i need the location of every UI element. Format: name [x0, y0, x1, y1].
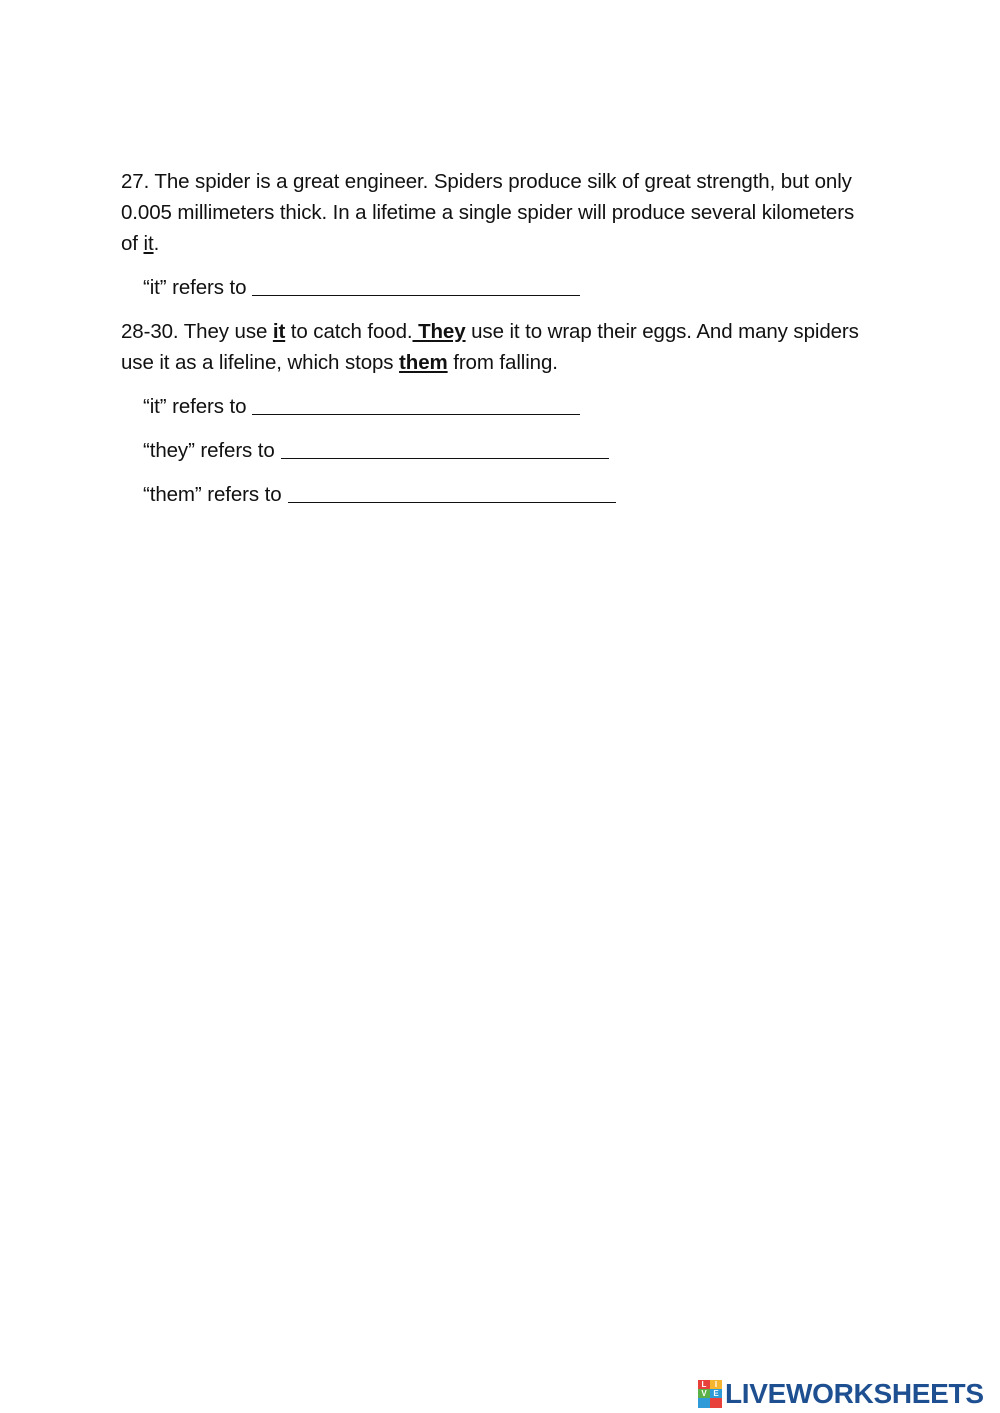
- worksheet-content: [121, 166, 861, 510]
- liveworksheets-logo-text: LIVEWORKSHEETS: [725, 1378, 984, 1409]
- answer-blank-29[interactable]: [281, 456, 609, 459]
- q29-bold-they: They: [412, 320, 466, 343]
- logo-tile-filler-2: [710, 1398, 722, 1408]
- q28-part2: to catch food.: [285, 320, 413, 343]
- q28-part3: use it to wrap their eggs. And many spiders use it as a lifeline, which stops: [121, 320, 859, 374]
- q28-bold-it: it: [272, 320, 286, 343]
- answer-line-27: [143, 272, 861, 303]
- answer-blank-30[interactable]: [288, 500, 616, 503]
- logo-tile-v: V: [698, 1389, 710, 1398]
- q30-bold-them: them: [399, 351, 448, 374]
- question-28-30-text: [121, 316, 861, 378]
- logo-tile-filler-1: [698, 1398, 710, 1408]
- question-27-text: [121, 166, 861, 259]
- answer-blank-28[interactable]: [252, 412, 580, 415]
- q27-text-before: 27. The spider is a great engineer. Spiders produce silk of great strength, but only 0.005 millimeters thick. In a lifetime a single spider will produce several kilometers of: [121, 170, 855, 255]
- answer-line-28: [143, 391, 861, 422]
- answer-line-29: [143, 435, 861, 466]
- logo-tile-l: L: [698, 1380, 710, 1389]
- answer-label-30: “them” refers to: [143, 483, 282, 506]
- liveworksheets-logo: [698, 1377, 984, 1411]
- logo-tile-i: I: [710, 1380, 722, 1389]
- q27-text-after: .: [153, 232, 160, 255]
- answer-label-28: “it” refers to: [143, 395, 247, 418]
- liveworksheets-logo-icon: [698, 1380, 722, 1408]
- answer-label-29: “they” refers to: [143, 439, 275, 462]
- answer-label-27: “it” refers to: [143, 276, 247, 299]
- q28-part4: from falling.: [447, 351, 558, 374]
- q27-underlined-it: it: [143, 232, 154, 255]
- logo-tile-e: E: [710, 1389, 722, 1398]
- q28-part1: 28-30. They use: [121, 320, 273, 343]
- answer-blank-27[interactable]: [252, 293, 580, 296]
- answer-line-30: [143, 479, 861, 510]
